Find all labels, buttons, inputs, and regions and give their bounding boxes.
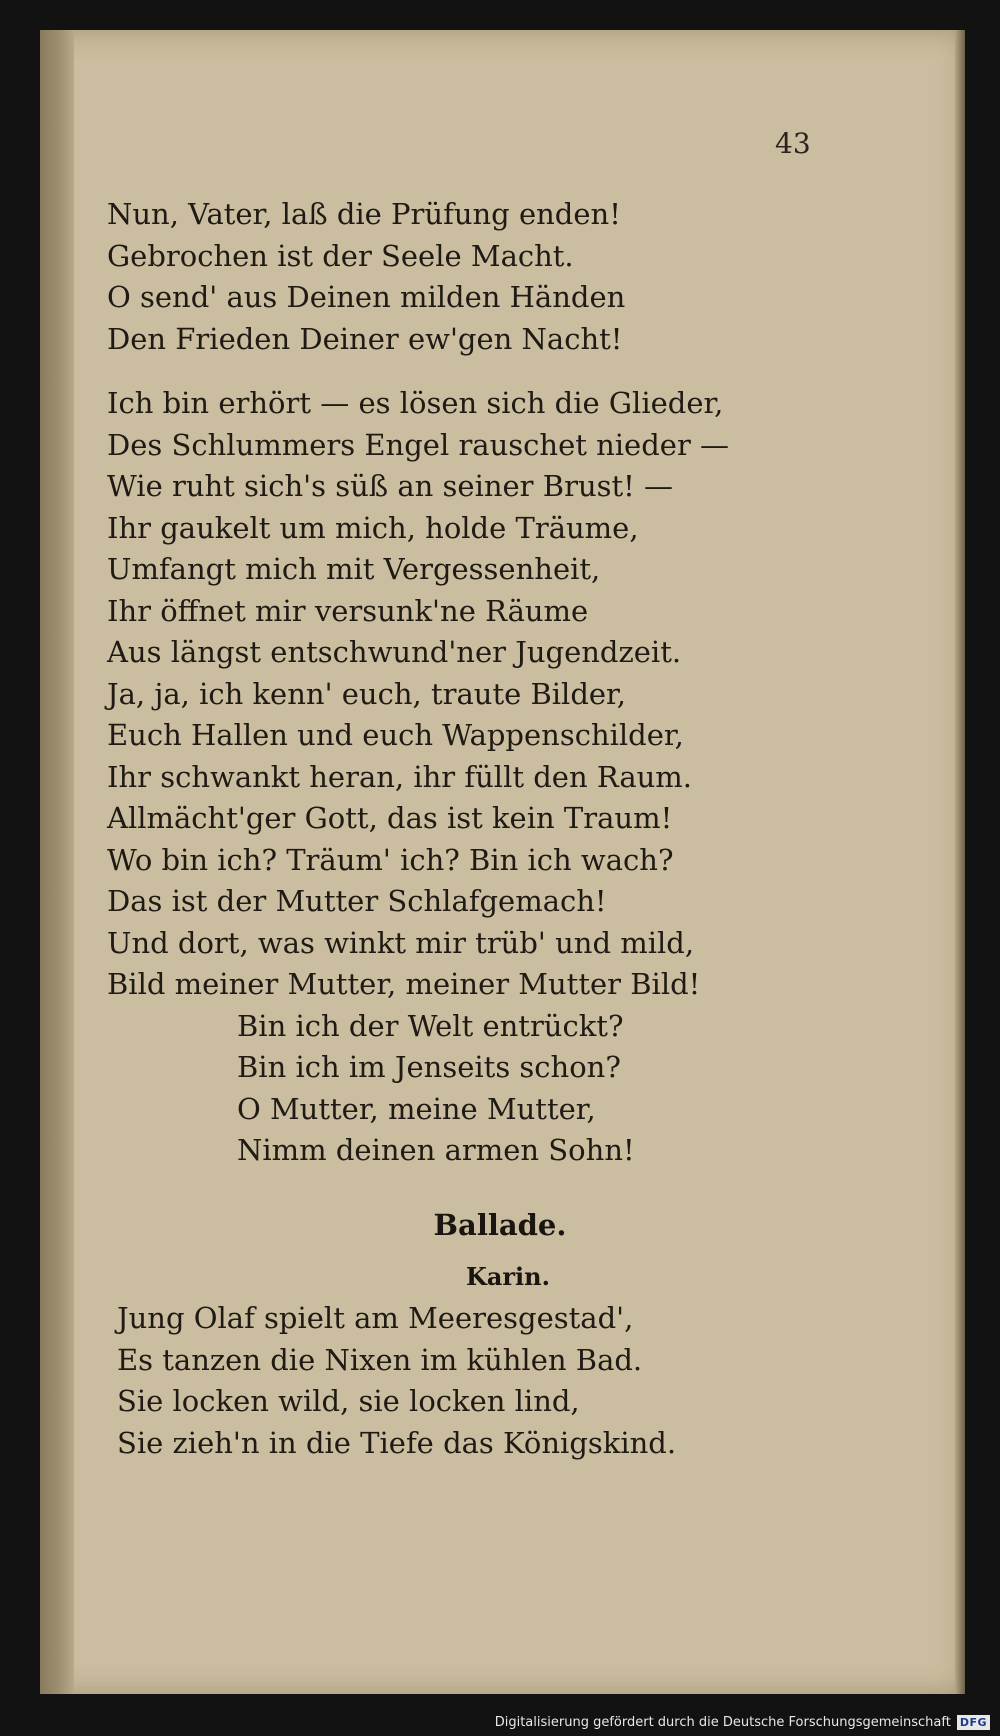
poem-line: Ja, ja, ich kenn' euch, traute Bilder, xyxy=(107,676,626,711)
poem-line-indented: O Mutter, meine Mutter, xyxy=(237,1091,596,1126)
page-edge xyxy=(955,30,965,1694)
poem-line: Ihr schwankt heran, ihr füllt den Raum. xyxy=(107,759,693,794)
ballad-line: Sie zieh'n in die Tiefe das Königskind. xyxy=(117,1425,677,1460)
poem-line: O send' aus Deinen milden Händen xyxy=(107,280,626,314)
poem-stanza-1 xyxy=(107,194,625,360)
ballad-title: Ballade. xyxy=(433,1208,567,1242)
digitization-credit xyxy=(495,1715,990,1730)
poem-line: Umfangt mich mit Vergessenheit, xyxy=(107,552,601,586)
page-gutter xyxy=(40,30,74,1694)
poem-line: Ihr öffnet mir versunk'ne Räume xyxy=(107,593,589,628)
poem-line: Gebrochen ist der Seele Macht. xyxy=(107,238,574,273)
poem-line: Wo bin ich? Träum' ich? Bin ich wach? xyxy=(107,842,674,877)
poem-line: Ihr gaukelt um mich, holde Träume, xyxy=(107,510,639,545)
ballad-line: Es tanzen die Nixen im kühlen Bad. xyxy=(117,1342,643,1377)
poem-line: Und dort, was winkt mir trüb' und mild, xyxy=(107,925,695,960)
ballad-stanza xyxy=(117,1298,676,1464)
ballad-line: Jung Olaf spielt am Meeresgestad', xyxy=(117,1301,634,1335)
poem-line: Des Schlummers Engel rauschet nieder — xyxy=(107,427,730,462)
page-number: 43 xyxy=(775,127,811,160)
ballad-line: Sie locken wild, sie locken lind, xyxy=(117,1384,580,1418)
poem-line: Aus längst entschwund'ner Jugendzeit. xyxy=(107,635,682,669)
poem-line: Ich bin erhört — es lösen sich die Glieder, xyxy=(107,386,724,420)
poem-line: Nun, Vater, laß die Prüfung enden! xyxy=(107,197,621,231)
poem-line-indented: Nimm deinen armen Sohn! xyxy=(237,1133,635,1167)
poem-line-indented: Bin ich der Welt entrückt? xyxy=(237,1008,624,1043)
poem-line: Euch Hallen und euch Wappenschilder, xyxy=(107,718,684,752)
poem-line: Bild meiner Mutter, meiner Mutter Bild! xyxy=(107,967,701,1001)
poem-line: Wie ruht sich's süß an seiner Brust! — xyxy=(107,469,674,503)
poem-line: Das ist der Mutter Schlafgemach! xyxy=(107,884,607,918)
poem-stanza-2 xyxy=(107,383,729,1172)
poem-line: Den Frieden Deiner ew'gen Nacht! xyxy=(107,321,623,356)
poem-line: Allmächt'ger Gott, das ist kein Traum! xyxy=(107,801,673,835)
credit-text: Digitalisierung gefördert durch die Deutsche Forschungsgemeinschaft xyxy=(494,1715,951,1730)
dfg-logo: DFG xyxy=(957,1715,990,1730)
poem-line-indented: Bin ich im Jenseits schon? xyxy=(237,1050,621,1084)
ballad-subtitle: Karin. xyxy=(466,1262,550,1291)
